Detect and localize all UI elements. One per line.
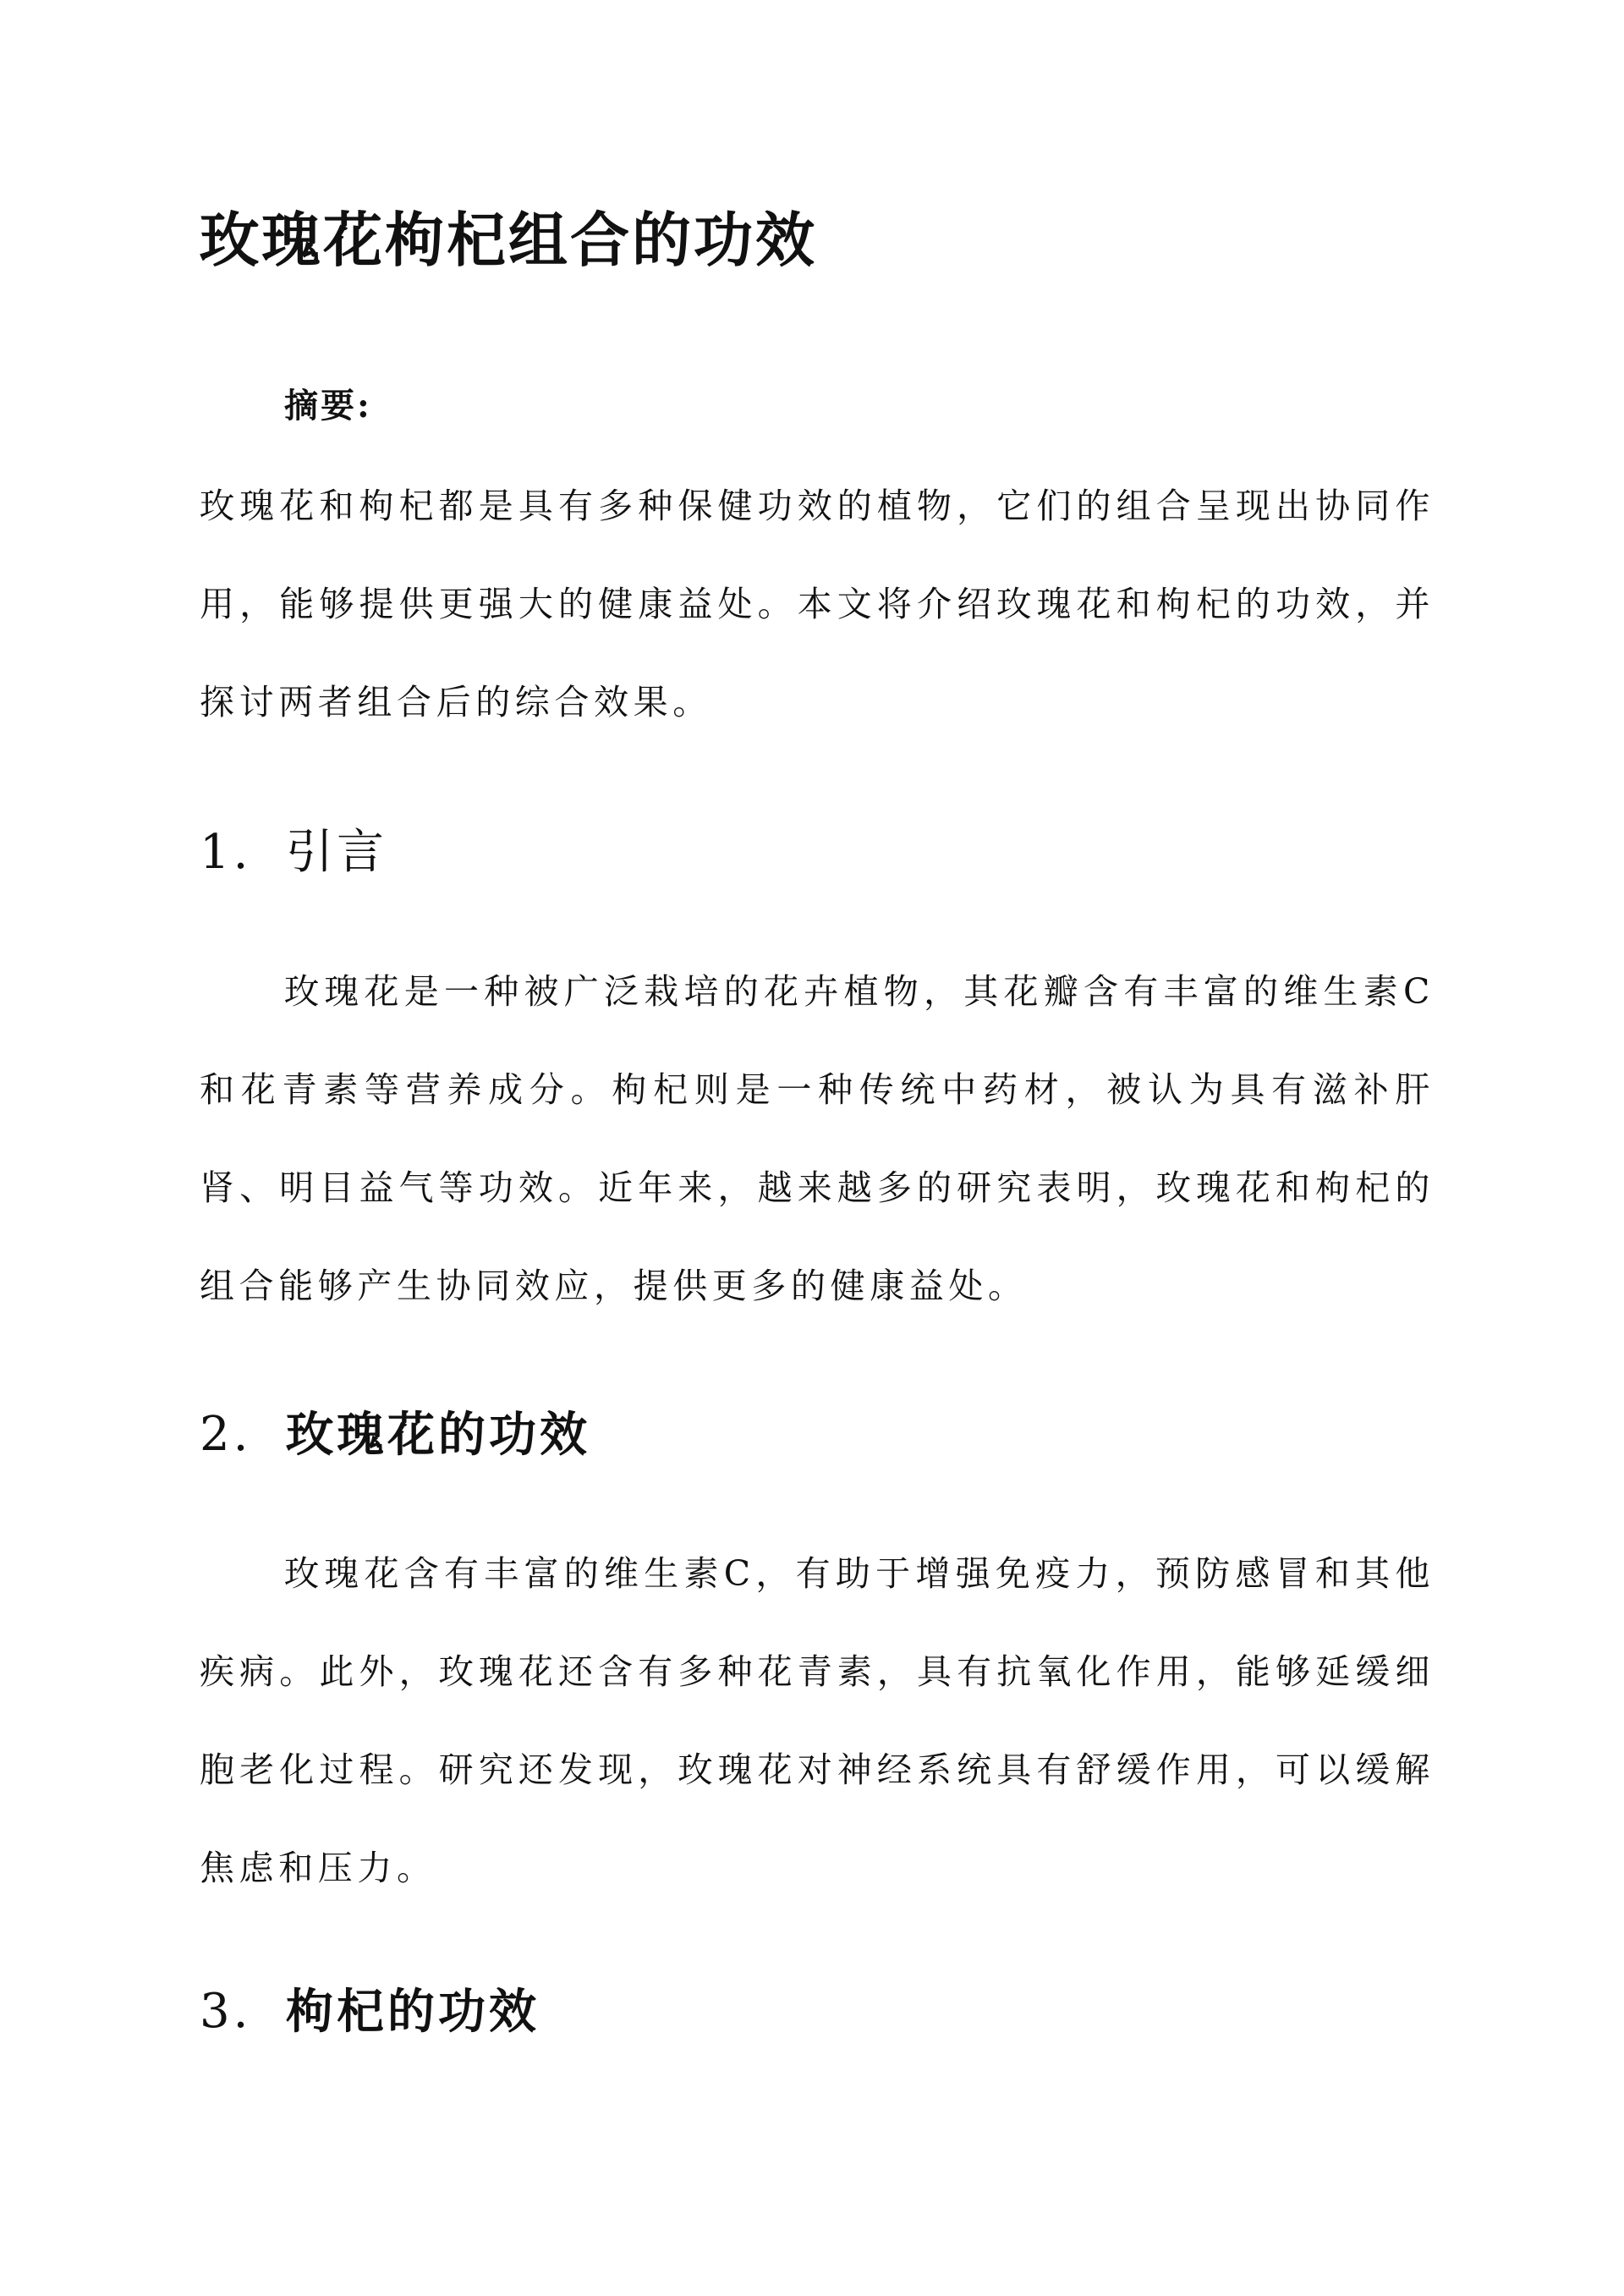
section-heading-rose-effects	[200, 1401, 1435, 1469]
section-title: 引言	[286, 825, 387, 880]
section-heading-introduction	[200, 819, 1435, 887]
section-heading-goji-effects	[200, 1978, 1435, 2046]
section-number: 1.	[200, 825, 252, 880]
section-number: 2.	[200, 1407, 252, 1462]
document-content	[200, 200, 1435, 2046]
section-body-rose-effects: 玫瑰花含有丰富的维生素C，有助于增强免疫力，预防感冒和其他疾病。此外，玫瑰花还含有多种花青素，具有抗氧化作用，能够延缓细胞老化过程。研究还发现，玫瑰花对神经系统具有舒缓作用，可以缓解焦虑和压力。	[200, 1553, 1435, 1888]
section-title: 枸杞的功效	[286, 1984, 540, 2040]
section-number: 3.	[200, 1984, 252, 2039]
section-title: 玫瑰花的功效	[286, 1407, 590, 1463]
abstract-label: 摘要:	[284, 386, 372, 426]
section-body-introduction: 玫瑰花是一种被广泛栽培的花卉植物，其花瓣含有丰富的维生素C和花青素等营养成分。枸杞则是一种传统中药材，被认为具有滋补肝肾、明目益气等功效。近年来，越来越多的研究表明，玫瑰花和枸杞的组合能够产生协同效应，提供更多的健康益处。	[200, 971, 1435, 1306]
document-title: 玫瑰花枸杞组合的功效	[200, 205, 817, 275]
abstract-text: 玫瑰花和枸杞都是具有多种保健功效的植物，它们的组合呈现出协同作用，能够提供更强大的健康益处。本文将介绍玫瑰花和枸杞的功效，并探讨两者组合后的综合效果。	[200, 486, 1435, 722]
